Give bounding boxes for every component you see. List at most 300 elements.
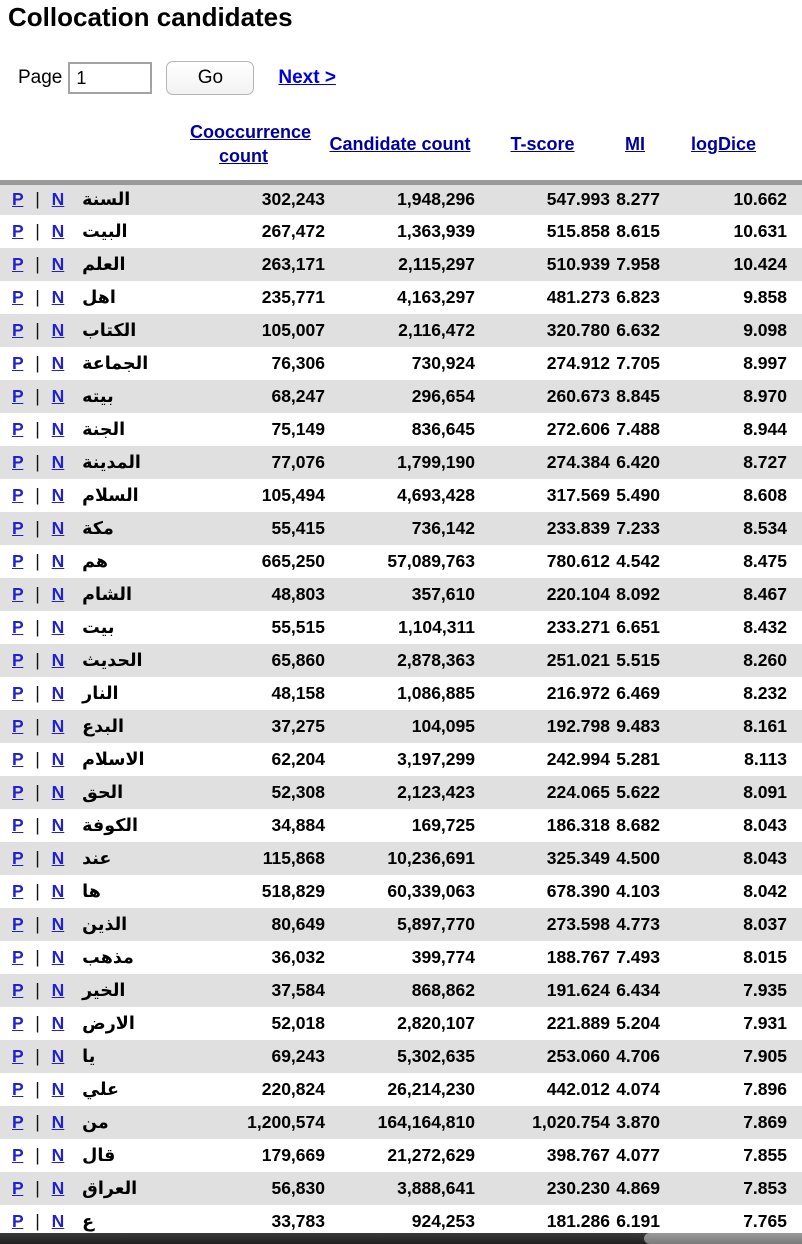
tscore-cell: 216.972: [546, 683, 610, 703]
tscore-cell: 274.912: [546, 353, 610, 373]
word-cell: [0, 677, 190, 710]
logdice-cell: 8.161: [743, 716, 787, 736]
negative-filter-link[interactable]: N: [51, 683, 65, 703]
tscore-cell: 780.612: [546, 551, 610, 571]
pn-separator: |: [35, 518, 40, 538]
logdice-cell: 8.042: [743, 881, 787, 901]
positive-filter-link[interactable]: P: [12, 221, 24, 241]
table-row: [0, 281, 802, 314]
candidate-count-cell: 924,253: [411, 1211, 475, 1231]
collocate-word: مكة: [82, 518, 114, 538]
negative-filter-link[interactable]: N: [51, 551, 65, 571]
cooccurrence-count-cell: 80,649: [271, 914, 325, 934]
sort-cooccurrence-count-link[interactable]: Cooccurrence count: [190, 121, 312, 166]
pn-separator: |: [35, 320, 40, 340]
tscore-cell: 442.012: [546, 1079, 610, 1099]
tscore-cell: 317.569: [546, 485, 610, 505]
word-column-header: [0, 112, 190, 182]
page-label: Page: [18, 67, 63, 88]
pn-separator: |: [35, 1178, 40, 1198]
positive-filter-link[interactable]: P: [12, 782, 24, 802]
positive-filter-link[interactable]: P: [12, 749, 24, 769]
page-title: Collocation candidates: [8, 2, 293, 32]
negative-filter-link[interactable]: N: [51, 189, 65, 210]
pn-separator: |: [35, 782, 40, 802]
mi-cell: 4.869: [616, 1178, 660, 1198]
collocate-word: الخير: [82, 980, 126, 1000]
positive-filter-link[interactable]: P: [12, 815, 24, 835]
negative-filter-link[interactable]: N: [51, 353, 65, 373]
collocate-word: يا: [82, 1046, 96, 1066]
pn-separator: |: [35, 881, 40, 901]
sort-logdice-link[interactable]: logDice: [690, 133, 756, 154]
table-row: [0, 842, 802, 875]
tscore-cell: 233.839: [546, 518, 610, 538]
positive-filter-link[interactable]: P: [12, 518, 24, 538]
word-cell: [0, 413, 190, 446]
table-row: [0, 941, 802, 974]
logdice-cell: 7.855: [743, 1145, 787, 1165]
tscore-cell: 260.673: [546, 386, 610, 406]
cooccurrence-count-cell: 62,204: [271, 749, 325, 769]
negative-filter-link[interactable]: N: [51, 1178, 65, 1198]
candidate-count-cell: 1,948,296: [397, 189, 475, 210]
table-row: [0, 1172, 802, 1205]
next-page-link[interactable]: Next >: [278, 67, 336, 88]
pn-separator: |: [35, 419, 40, 439]
mi-cell: 6.469: [616, 683, 660, 703]
tscore-cell: 273.598: [546, 914, 610, 934]
positive-filter-link[interactable]: P: [12, 848, 24, 868]
mi-cell: 4.542: [616, 551, 660, 571]
positive-filter-link[interactable]: P: [12, 452, 24, 472]
negative-filter-link[interactable]: N: [51, 914, 65, 934]
pn-separator: |: [35, 914, 40, 934]
pn-separator: |: [35, 1046, 40, 1066]
candidate-count-cell: 836,645: [411, 419, 475, 439]
positive-filter-link[interactable]: P: [12, 551, 24, 571]
horizontal-scrollbar[interactable]: [0, 1233, 802, 1244]
logdice-cell: 7.896: [743, 1079, 787, 1099]
word-cell: [0, 1040, 190, 1073]
mi-cell: 7.488: [616, 419, 660, 439]
cooccurrence-count-cell: 68,247: [271, 386, 325, 406]
sort-tscore-link[interactable]: T-score: [510, 133, 575, 154]
logdice-cell: 10.631: [733, 221, 787, 241]
positive-filter-link[interactable]: P: [12, 353, 24, 373]
word-cell: [0, 215, 190, 248]
tscore-cell: 220.104: [546, 584, 610, 604]
candidate-count-cell: 357,610: [411, 584, 475, 604]
table-row: [0, 446, 802, 479]
word-cell: [0, 974, 190, 1007]
sort-candidate-count-link[interactable]: Candidate count: [329, 133, 471, 154]
word-cell: [0, 1073, 190, 1106]
cooccurrence-count-cell: 76,306: [271, 353, 325, 373]
negative-filter-link[interactable]: N: [51, 1112, 65, 1132]
logdice-cell: 8.997: [743, 353, 787, 373]
table-row: [0, 578, 802, 611]
logdice-cell: 8.608: [743, 485, 787, 505]
word-cell: [0, 182, 190, 215]
pn-separator: |: [35, 947, 40, 967]
tscore-cell: 274.384: [546, 452, 610, 472]
table-row: [0, 512, 802, 545]
collocate-word: من: [82, 1112, 109, 1132]
negative-filter-link[interactable]: N: [51, 485, 65, 505]
candidate-count-cell: 2,116,472: [398, 320, 475, 340]
positive-filter-link[interactable]: P: [12, 683, 24, 703]
negative-filter-link[interactable]: N: [51, 1046, 65, 1066]
table-row: [0, 215, 802, 248]
pn-separator: |: [35, 980, 40, 1000]
tscore-cell: 233.271: [546, 617, 610, 637]
tscore-cell: 678.390: [546, 881, 610, 901]
logdice-cell: 8.037: [743, 914, 787, 934]
negative-filter-link[interactable]: N: [51, 782, 65, 802]
logdice-cell: 8.970: [743, 386, 787, 406]
collocate-word: الذين: [82, 914, 128, 934]
negative-filter-link[interactable]: N: [51, 386, 65, 406]
word-cell: [0, 314, 190, 347]
word-cell: [0, 512, 190, 545]
cooccurrence-count-cell: 52,308: [271, 782, 325, 802]
pn-separator: |: [35, 386, 40, 406]
pn-separator: |: [35, 1013, 40, 1033]
cooccurrence-count-cell: 65,860: [271, 650, 325, 670]
pn-separator: |: [35, 1145, 40, 1165]
cooccurrence-count-cell: 105,494: [261, 485, 325, 505]
pn-separator: |: [35, 617, 40, 637]
logdice-cell: 8.534: [743, 518, 787, 538]
cooccurrence-count-cell: 179,669: [261, 1145, 325, 1165]
word-cell: [0, 347, 190, 380]
positive-filter-link[interactable]: P: [12, 419, 24, 439]
collocate-word: البيت: [82, 221, 128, 241]
collocate-word: الحديث: [82, 650, 143, 670]
word-cell: [0, 710, 190, 743]
go-button[interactable]: Go: [166, 61, 254, 95]
candidate-count-cell: 4,163,297: [397, 287, 475, 307]
positive-filter-link[interactable]: P: [12, 1112, 24, 1132]
tscore-cell: 251.021: [546, 650, 610, 670]
mi-cell: 4.103: [616, 881, 660, 901]
negative-filter-link[interactable]: N: [51, 881, 65, 901]
candidate-count-cell: 1,104,311: [398, 617, 475, 637]
table-row: [0, 677, 802, 710]
cooccurrence-count-cell: 34,884: [271, 815, 325, 835]
word-cell: [0, 446, 190, 479]
tscore-cell: 186.318: [546, 815, 610, 835]
collocate-word: الكوفة: [82, 815, 138, 835]
word-cell: [0, 1106, 190, 1139]
page-number-input[interactable]: [68, 62, 152, 94]
collocate-word: الحق: [82, 782, 124, 802]
mi-cell: 8.615: [616, 221, 660, 241]
negative-filter-link[interactable]: N: [51, 749, 65, 769]
mi-cell: 5.515: [616, 650, 660, 670]
candidate-count-cell: 736,142: [411, 518, 475, 538]
mi-cell: 7.493: [616, 947, 660, 967]
candidate-count-cell: 1,086,885: [397, 683, 475, 703]
negative-filter-link[interactable]: N: [51, 584, 65, 604]
positive-filter-link[interactable]: P: [12, 947, 24, 967]
pn-separator: |: [35, 254, 40, 274]
positive-filter-link[interactable]: P: [12, 320, 24, 340]
pn-separator: |: [35, 584, 40, 604]
logdice-cell: 8.944: [743, 419, 787, 439]
logdice-cell: 8.043: [743, 848, 787, 868]
collocate-word: ع: [82, 1211, 95, 1231]
negative-filter-link[interactable]: N: [51, 221, 65, 241]
table-row: [0, 1073, 802, 1106]
mi-cell: 6.632: [616, 320, 660, 340]
mi-cell: 4.500: [616, 848, 660, 868]
logdice-cell: 8.467: [743, 584, 787, 604]
negative-filter-link[interactable]: N: [51, 320, 65, 340]
table-row: [0, 743, 802, 776]
candidate-count-cell: 5,897,770: [397, 914, 475, 934]
candidate-count-cell: 4,693,428: [397, 485, 475, 505]
table-row: [0, 809, 802, 842]
table-row: [0, 314, 802, 347]
cooccurrence-count-cell: 55,515: [271, 617, 325, 637]
logdice-cell: 7.853: [743, 1178, 787, 1198]
cooccurrence-count-cell: 267,472: [261, 221, 325, 241]
collocate-word: عند: [82, 848, 112, 868]
table-row: [0, 347, 802, 380]
collocate-word: مذهب: [82, 947, 134, 967]
logdice-cell: 9.858: [743, 287, 787, 307]
collocate-word: السنة: [82, 189, 131, 210]
positive-filter-link[interactable]: P: [12, 650, 24, 670]
candidate-count-cell: 399,774: [411, 947, 475, 967]
cooccurrence-count-cell: 518,829: [261, 881, 325, 901]
table-row: [0, 1139, 802, 1172]
word-cell: [0, 248, 190, 281]
candidate-count-cell: 57,089,763: [387, 551, 475, 571]
positive-filter-link[interactable]: P: [12, 1013, 24, 1033]
negative-filter-link[interactable]: N: [51, 1145, 65, 1165]
positive-filter-link[interactable]: P: [12, 287, 24, 307]
word-cell: [0, 809, 190, 842]
collocate-word: الاسلام: [82, 749, 145, 769]
pn-separator: |: [35, 189, 40, 210]
collocate-word: النار: [82, 683, 119, 703]
candidate-count-cell: 3,197,299: [397, 749, 475, 769]
negative-filter-link[interactable]: N: [51, 716, 65, 736]
candidate-count-cell: 296,654: [411, 386, 475, 406]
mi-cell: 8.845: [616, 386, 660, 406]
table-row: [0, 248, 802, 281]
pn-separator: |: [35, 353, 40, 373]
mi-cell: 8.092: [616, 584, 660, 604]
logdice-cell: 10.424: [733, 254, 787, 274]
cooccurrence-count-cell: 75,149: [271, 419, 325, 439]
collocate-word: بيت: [82, 617, 115, 637]
positive-filter-link[interactable]: P: [12, 716, 24, 736]
word-cell: [0, 1172, 190, 1205]
negative-filter-link[interactable]: N: [51, 452, 65, 472]
mi-cell: 6.191: [616, 1211, 660, 1231]
scrollbar-thumb[interactable]: [644, 1233, 802, 1244]
pagination-controls: [18, 60, 336, 96]
mi-cell: 4.706: [616, 1046, 660, 1066]
candidate-count-cell: 5,302,635: [397, 1046, 475, 1066]
collocate-word: المدينة: [82, 452, 141, 472]
mi-cell: 8.277: [616, 189, 660, 210]
word-cell: [0, 479, 190, 512]
cooccurrence-count-cell: 33,783: [271, 1211, 325, 1231]
collocate-word: ها: [82, 881, 101, 901]
cooccurrence-count-cell: 37,584: [271, 980, 325, 1000]
tscore-cell: 325.349: [546, 848, 610, 868]
cooccurrence-count-cell: 263,171: [261, 254, 325, 274]
candidate-count-cell: 164,164,810: [377, 1112, 475, 1132]
cooccurrence-count-cell: 665,250: [261, 551, 325, 571]
negative-filter-link[interactable]: N: [51, 254, 65, 274]
collocate-word: بيته: [82, 386, 114, 406]
negative-filter-link[interactable]: N: [51, 980, 65, 1000]
tscore-cell: 181.286: [546, 1211, 610, 1231]
positive-filter-link[interactable]: P: [12, 617, 24, 637]
positive-filter-link[interactable]: P: [12, 980, 24, 1000]
table-row: [0, 545, 802, 578]
cooccurrence-count-cell: 1,200,574: [247, 1112, 325, 1132]
positive-filter-link[interactable]: P: [12, 1145, 24, 1165]
positive-filter-link[interactable]: P: [12, 1211, 24, 1231]
cooccurrence-count-cell: 48,803: [271, 584, 325, 604]
table-row: [0, 1106, 802, 1139]
tscore-cell: 224.065: [546, 782, 610, 802]
mi-cell: 7.233: [616, 518, 660, 538]
logdice-cell: 8.113: [744, 749, 787, 769]
table-row: [0, 710, 802, 743]
candidate-count-cell: 730,924: [411, 353, 475, 373]
negative-filter-link[interactable]: N: [51, 947, 65, 967]
cooccurrence-count-cell: 105,007: [261, 320, 325, 340]
collocate-word: الجنة: [82, 419, 126, 439]
word-cell: [0, 908, 190, 941]
positive-filter-link[interactable]: P: [12, 386, 24, 406]
cooccurrence-count-cell: 56,830: [271, 1178, 325, 1198]
word-cell: [0, 281, 190, 314]
logdice-cell: 9.098: [743, 320, 787, 340]
negative-filter-link[interactable]: N: [51, 1211, 65, 1231]
word-cell: [0, 875, 190, 908]
cooccurrence-count-cell: 235,771: [261, 287, 325, 307]
negative-filter-link[interactable]: N: [51, 518, 65, 538]
pn-separator: |: [35, 650, 40, 670]
candidate-count-cell: 26,214,230: [387, 1079, 475, 1099]
collocate-word: هم: [82, 551, 109, 571]
cooccurrence-count-cell: 220,824: [261, 1079, 325, 1099]
positive-filter-link[interactable]: P: [12, 189, 24, 210]
candidate-count-cell: 1,363,939: [397, 221, 475, 241]
tscore-cell: 272.606: [546, 419, 610, 439]
word-cell: [0, 1139, 190, 1172]
negative-filter-link[interactable]: N: [51, 287, 65, 307]
mi-cell: 5.490: [616, 485, 660, 505]
pn-separator: |: [35, 1079, 40, 1099]
logdice-cell: 7.931: [743, 1013, 787, 1033]
table-row: [0, 644, 802, 677]
cooccurrence-count-cell: 77,076: [271, 452, 325, 472]
candidate-count-cell: 1,799,190: [397, 452, 475, 472]
logdice-cell: 8.043: [743, 815, 787, 835]
negative-filter-link[interactable]: N: [51, 650, 65, 670]
word-cell: [0, 611, 190, 644]
candidate-count-cell: 60,339,063: [387, 881, 475, 901]
pn-separator: |: [35, 287, 40, 307]
table-row: [0, 776, 802, 809]
word-cell: [0, 380, 190, 413]
candidate-count-cell: 169,725: [411, 815, 475, 835]
pn-separator: |: [35, 452, 40, 472]
table-row: [0, 611, 802, 644]
positive-filter-link[interactable]: P: [12, 1178, 24, 1198]
candidate-count-cell: 2,115,297: [398, 254, 475, 274]
negative-filter-link[interactable]: N: [51, 815, 65, 835]
positive-filter-link[interactable]: P: [12, 1046, 24, 1066]
positive-filter-link[interactable]: P: [12, 1079, 24, 1099]
cooccurrence-count-cell: 37,275: [271, 716, 325, 736]
mi-cell: 4.074: [616, 1079, 660, 1099]
positive-filter-link[interactable]: P: [12, 254, 24, 274]
logdice-cell: 8.432: [743, 617, 787, 637]
word-cell: [0, 941, 190, 974]
mi-cell: 5.622: [616, 782, 660, 802]
logdice-cell: 8.475: [743, 551, 787, 571]
candidate-count-cell: 868,862: [411, 980, 475, 1000]
pn-separator: |: [35, 1211, 40, 1231]
tscore-cell: 191.624: [546, 980, 610, 1000]
positive-filter-link[interactable]: P: [12, 485, 24, 505]
collocate-word: الكتاب: [82, 320, 137, 340]
negative-filter-link[interactable]: N: [51, 419, 65, 439]
cooccurrence-count-cell: 52,018: [271, 1013, 325, 1033]
pn-separator: |: [35, 1112, 40, 1132]
negative-filter-link[interactable]: N: [51, 617, 65, 637]
table-row: [0, 908, 802, 941]
negative-filter-link[interactable]: N: [51, 1013, 65, 1033]
tscore-cell: 547.993: [546, 189, 610, 210]
sort-mi-link[interactable]: MI: [625, 133, 645, 154]
logdice-cell: 7.869: [743, 1112, 787, 1132]
negative-filter-link[interactable]: N: [51, 1079, 65, 1099]
collocate-word: علي: [82, 1079, 119, 1099]
positive-filter-link[interactable]: P: [12, 881, 24, 901]
logdice-cell: 8.260: [743, 650, 787, 670]
negative-filter-link[interactable]: N: [51, 848, 65, 868]
positive-filter-link[interactable]: P: [12, 914, 24, 934]
word-cell: [0, 842, 190, 875]
collocate-word: اهل: [82, 287, 116, 307]
table-row: [0, 974, 802, 1007]
cooccurrence-count-cell: 48,158: [271, 683, 325, 703]
candidate-count-cell: 3,888,641: [397, 1178, 475, 1198]
candidate-count-cell: 10,236,691: [387, 848, 475, 868]
cooccurrence-count-cell: 115,868: [262, 848, 325, 868]
table-row: [0, 380, 802, 413]
word-cell: [0, 1007, 190, 1040]
collocation-table: [0, 112, 802, 1238]
mi-cell: 3.870: [616, 1112, 660, 1132]
positive-filter-link[interactable]: P: [12, 584, 24, 604]
table-row: [0, 1007, 802, 1040]
tscore-cell: 1,020.754: [532, 1112, 610, 1132]
tscore-cell: 242.994: [546, 749, 610, 769]
